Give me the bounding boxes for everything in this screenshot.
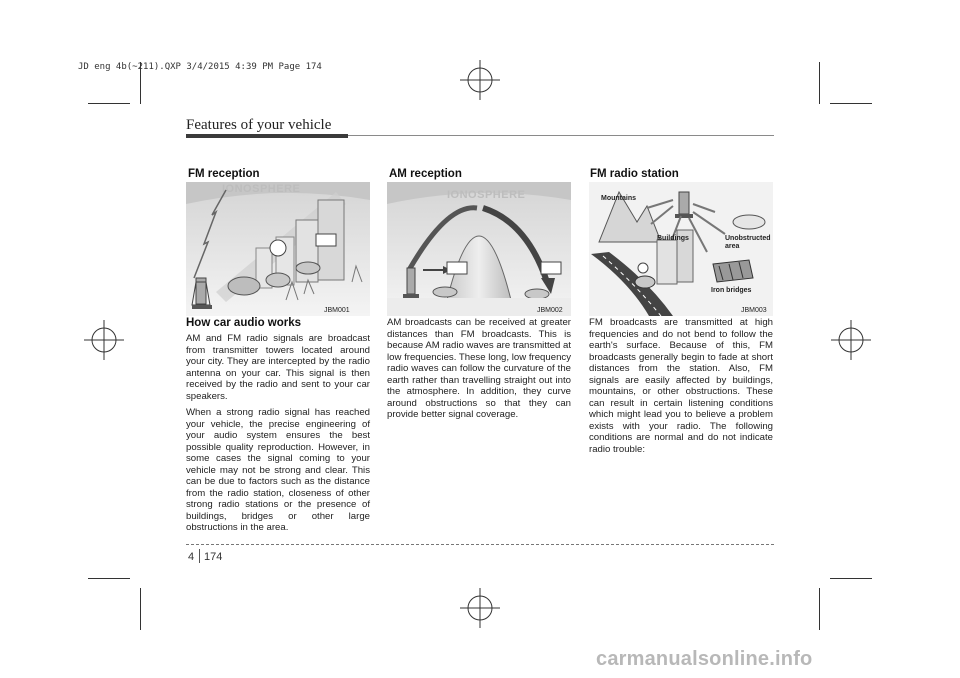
subhead-how-car-audio-works: How car audio works — [186, 317, 302, 329]
crop-mark — [819, 62, 820, 104]
paragraph: FM broadcasts are transmitted at high frequencies and do not bend to follow the earth's surface. Because of this, FM broadcasts generally begin to fade at short distances from the station. Also, FM signals are easily affected by buildings, mountains, or other obstructions. These can result in certain listening conditions which might lead you to believe a problem exists with your radio. The following conditions are normal and do not indicate radio trouble: — [589, 317, 773, 455]
figure-code: JBM003 — [741, 307, 767, 314]
ionosphere-label: IONOSPHERE — [447, 189, 526, 201]
watermark: carmanualsonline.info — [596, 648, 813, 670]
registration-mark-bottom — [458, 586, 502, 630]
label-unobstructed: Unobstructed — [725, 235, 771, 242]
ionosphere-label: IONOSPHERE — [222, 183, 301, 195]
registration-mark-right — [829, 318, 873, 362]
figure-fm-reception — [186, 182, 370, 316]
paragraph: AM broadcasts can be received at greater distances than FM broadcasts. This is because AM radio waves are transmitted at low frequencies. These long, low frequency radio waves can follow the curvature of the earth rather than travelling straight out into the atmosphere. In addition, they curve around obstructions so that they can provide better signal coverage. — [387, 317, 571, 420]
crop-mark — [140, 588, 141, 630]
page-header-title: Features of your vehicle — [186, 117, 332, 133]
crop-mark — [830, 103, 872, 104]
label-iron-bridges: Iron bridges — [711, 287, 752, 294]
figure-code: JBM002 — [537, 307, 563, 314]
footer-divider — [199, 549, 200, 563]
label-buildings: Buildings — [657, 235, 689, 242]
figure-code: JBM001 — [324, 307, 350, 314]
registration-mark-top — [458, 58, 502, 102]
figure-am-reception — [387, 182, 571, 316]
crop-mark — [88, 578, 130, 579]
section-title-am-reception: AM reception — [389, 168, 462, 180]
figure-fm-radio-station — [589, 182, 773, 316]
column-1-body — [186, 333, 370, 539]
label-unobstructed-area: area — [725, 243, 740, 250]
column-3-body — [589, 317, 773, 460]
print-slug: JD eng 4b(~211).QXP 3/4/2015 4:39 PM Page 174 — [78, 62, 322, 72]
crop-mark — [819, 588, 820, 630]
paragraph: AM and FM radio signals are broadcast from transmitter towers located around your city. They are intercepted by the radio antenna on your car. This signal is then received by the radio and sent to your car speakers. — [186, 333, 370, 402]
chapter-number: 4 — [188, 551, 195, 563]
page-number: 174 — [204, 551, 223, 563]
header-bar — [186, 134, 348, 138]
crop-mark — [88, 103, 130, 104]
section-title-fm-radio-station: FM radio station — [590, 168, 679, 180]
footer-rule — [186, 544, 774, 545]
paragraph: When a strong radio signal has reached your vehicle, the precise engineering of your audio system ensures the best possible quality reproduction. However, in some cases the signal coming to your vehicle may not be strong and clear. This can be due to factors such as the distance from the radio station, closeness of other strong radio stations or the presence of buildings, bridges or other large obstructions in the area. — [186, 407, 370, 533]
header-rule — [348, 135, 774, 136]
label-mountains: Mountains — [601, 195, 636, 202]
column-2-body — [387, 317, 571, 426]
section-title-fm-reception: FM reception — [188, 168, 260, 180]
registration-mark-left — [82, 318, 126, 362]
crop-mark — [830, 578, 872, 579]
